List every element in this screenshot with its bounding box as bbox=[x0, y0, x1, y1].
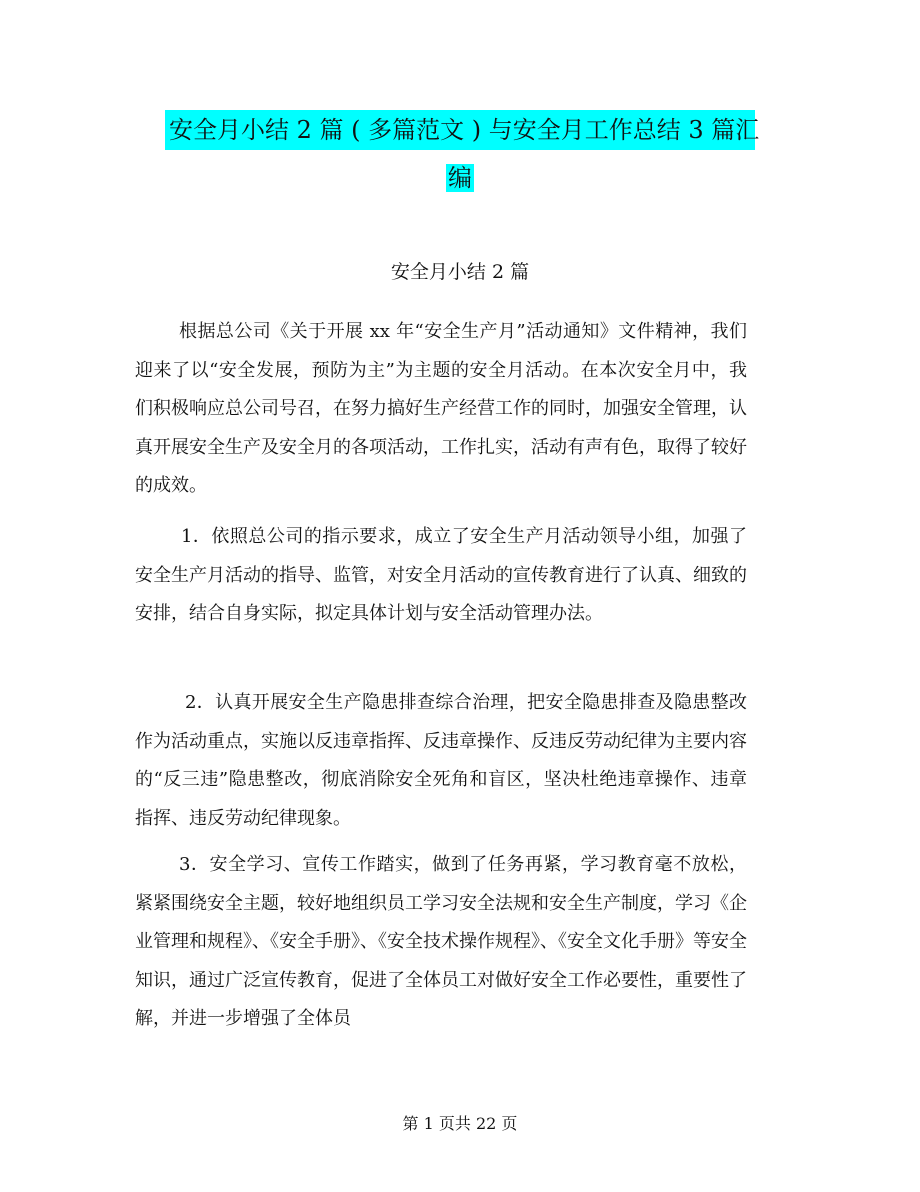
document-title-line-2 bbox=[0, 158, 920, 198]
section-heading: 安全月小结 2 篇 bbox=[390, 261, 530, 283]
item-1-paragraph: 1．依照总公司的指示要求，成立了安全生产月活动领导小组，加强了安全生产月活动的指导、监管，对安全月活动的宣传教育进行了认真、细致的安排，结合自身实际，拟定具体计划与安全活动管理办法。 bbox=[135, 526, 747, 624]
item-2-paragraph: 2．认真开展安全生产隐患排查综合治理，把安全隐患排查及隐患整改作为活动重点，实施以反违章指挥、反违章操作、反违反劳动纪律为主要内容的“反三违”隐患整改，彻底消除安全死角和盲区，坚决杜绝违章操作、违章指挥、违反劳动纪律现象。 bbox=[135, 692, 747, 829]
page-footer: 第 1 页共 22 页 bbox=[402, 1114, 518, 1133]
title-highlight: 安全月小结 2 篇 ( 多篇范文 ) 与安全月工作总结 3 篇汇 bbox=[165, 110, 755, 150]
document-title-line-1 bbox=[0, 110, 920, 150]
item-3-paragraph: 3．安全学习、宣传工作踏实，做到了任务再紧，学习教育毫不放松，紧紧围绕安全主题，较好地组织员工学习安全法规和安全生产制度，学习《企业管理和规程》、《安全手册》、《安全技术操作规程》、《安全文化手册》等安全知识，通过广泛宣传教育，促进了全体员工对做好安全工作必要性，重要性了解，并进一步增强了全体员 bbox=[135, 854, 747, 1029]
intro-paragraph: 根据总公司《关于开展 xx 年“安全生产月”活动通知》文件精神，我们迎来了以“安全发展，预防为主”为主题的安全月活动。在本次安全月中，我们积极响应总公司号召，在努力搞好生产经营工作的同时，加强安全管理，认真开展安全生产及安全月的各项活动，工作扎实，活动有声有色，取得了较好的成效。 bbox=[135, 321, 747, 496]
title-highlight: 编 bbox=[448, 164, 472, 192]
